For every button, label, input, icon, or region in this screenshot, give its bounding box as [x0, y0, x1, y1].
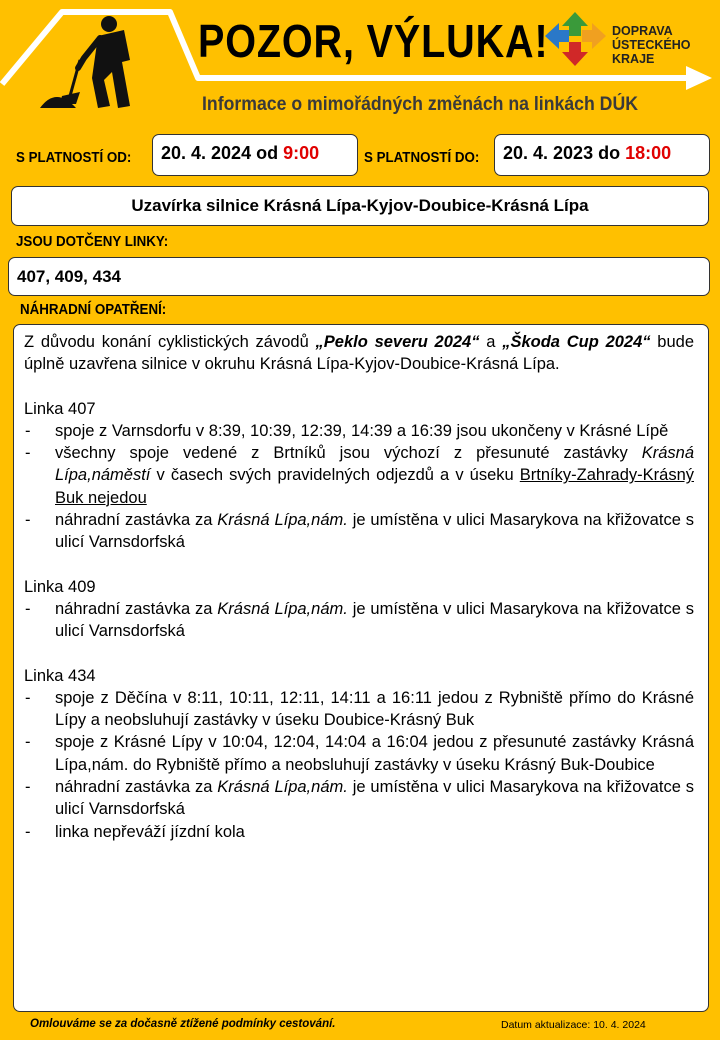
list-item-text: linka nepřeváží jízdní kola	[55, 822, 245, 841]
affected-lines-box: 407, 409, 434	[8, 257, 710, 296]
header	[0, 0, 720, 135]
event-name: „Škoda Cup 2024“	[502, 333, 651, 351]
stop-name: Krásná Lípa,nám.	[217, 778, 348, 797]
line-434-list	[24, 687, 694, 843]
logo-text	[612, 24, 690, 66]
list-item-text: spoje z Děčína v 8:11, 10:11, 12:11, 14:11 a 16:11 jedou z Rybniště přímo do Krásné Lípy a neobsluhují zastávky v úseku Doubice-Krásný Buk	[55, 688, 694, 730]
valid-to-time: 18:00	[625, 143, 672, 163]
list-item	[24, 731, 694, 776]
list-item-text: náhradní zastávka za	[55, 599, 218, 618]
footer-updated: Datum aktualizace: 10. 4. 2024	[501, 1019, 646, 1031]
intro-text: bude úplně uzavřena silnice v okruhu Krásná Lípa-Kyjov-Doubice-Krásná Lípa.	[24, 333, 694, 374]
page-subtitle: Informace o mimořádných změnách na linkách DÚK	[202, 94, 638, 115]
valid-from-time: 9:00	[283, 143, 320, 163]
list-item	[24, 442, 694, 509]
line-434-heading: Linka 434	[24, 666, 96, 685]
list-item	[24, 509, 694, 554]
list-item	[24, 776, 694, 821]
arrow-head-icon	[686, 66, 712, 90]
list-item-text: je umístěna v ulici Masarykova na křižovatce s ulicí Varnsdorfská	[55, 778, 694, 819]
footer-apology: Omlouváme se za dočasně ztížené podmínky cestování.	[30, 1018, 336, 1030]
line-409-heading: Linka 409	[24, 577, 96, 596]
valid-from-label: S PLATNOSTÍ OD:	[16, 150, 132, 166]
list-item-text: všechny spoje vedené z Brtníků jsou výchozí z přesunuté zastávky	[55, 444, 642, 463]
list-item-text: v časech svých pravidelných odjezdů a v úseku	[150, 466, 520, 485]
list-item-text: je umístěna v ulici Masarykova na křižovatce s ulicí Varnsdorfská	[55, 599, 694, 641]
measures-content	[13, 324, 709, 1012]
measures-label: NÁHRADNÍ OPATŘENÍ:	[20, 302, 167, 318]
stop-name: Krásná Lípa,nám.	[217, 511, 348, 530]
valid-to-label: S PLATNOSTÍ DO:	[364, 150, 480, 166]
dash: -	[25, 733, 31, 752]
list-item-text: náhradní zastávka za	[55, 511, 218, 530]
affected-lines-label: JSOU DOTČENY LINKY:	[16, 234, 169, 250]
line-407-list	[24, 420, 694, 554]
dash: -	[25, 599, 31, 618]
logo-line: ÚSTECKÉHO	[612, 38, 691, 52]
event-name: „Peklo severu 2024“	[315, 333, 480, 351]
valid-to-box	[494, 134, 710, 176]
valid-from-box	[152, 134, 358, 176]
section-name: Brtníky-Zahrady-Krásný Buk nejedou	[55, 466, 694, 507]
valid-to-date: 20. 4. 2023 do	[503, 143, 626, 163]
stop-name: Krásná Lípa,nám.	[217, 599, 348, 618]
list-item	[24, 598, 694, 643]
road-worker-icon	[40, 16, 130, 108]
line-407-heading: Linka 407	[24, 399, 96, 418]
dash: -	[25, 444, 31, 463]
intro-text: a	[479, 333, 503, 351]
logo-line: KRAJE	[612, 52, 655, 66]
list-item-text: spoje z Krásné Lípy v 10:04, 12:04, 14:04 a 16:04 jedou z přesunuté zastávky Krásná Lípa,nám. do Rybniště přímo a neobsluhují zastávky v úseku Krásný Buk-Doubice	[55, 733, 694, 774]
stop-name: Krásná Lípa,náměstí	[55, 444, 694, 485]
list-item	[24, 687, 694, 732]
valid-from-date: 20. 4. 2024 od	[161, 143, 284, 163]
dash: -	[25, 421, 31, 440]
intro-paragraph	[24, 331, 694, 376]
logo-line: DOPRAVA	[612, 24, 673, 38]
list-item	[24, 420, 694, 442]
dash: -	[25, 778, 31, 797]
closure-title: Uzavírka silnice Krásná Lípa-Kyjov-Doubice-Krásná Lípa	[11, 186, 709, 226]
list-item	[24, 821, 694, 843]
intro-text: Z důvodu konání cyklistických závodů	[24, 333, 316, 351]
duk-logo-icon	[545, 12, 606, 66]
line-409-list	[24, 598, 694, 643]
list-item-text: je umístěna v ulici Masarykova na křižovatce s ulicí Varnsdorfská	[55, 511, 694, 552]
dash: -	[25, 688, 31, 707]
list-item-text: náhradní zastávka za	[55, 778, 218, 797]
list-item-text: spoje z Varnsdorfu v 8:39, 10:39, 12:39, 14:39 a 16:39 jsou ukončeny v Krásné Lípě	[55, 421, 669, 440]
dash: -	[25, 511, 31, 530]
dash: -	[25, 822, 31, 841]
page-title: POZOR, VÝLUKA!	[198, 15, 549, 67]
